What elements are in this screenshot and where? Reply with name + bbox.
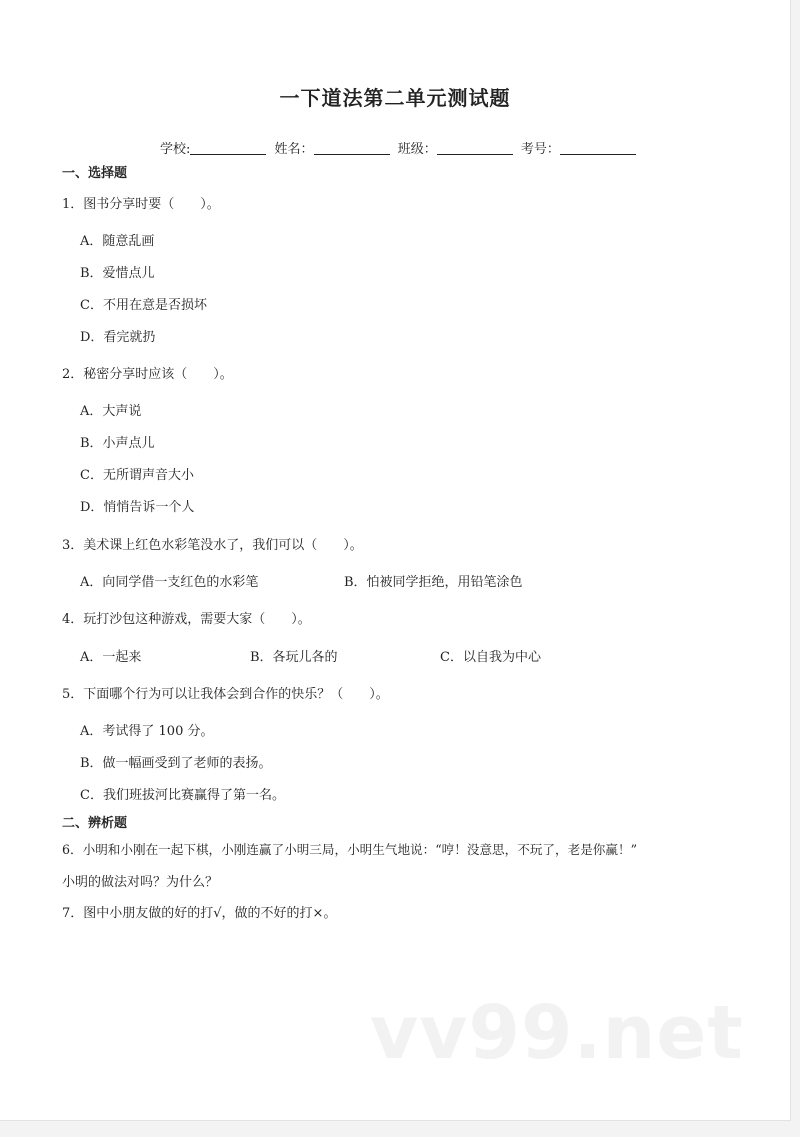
- q2-option-b: B．小声点儿: [80, 436, 155, 451]
- exam-no-label: 考号：: [520, 142, 560, 157]
- q1-option-c: C．不用在意是否损坏: [80, 298, 207, 313]
- exam-no-blank: [560, 142, 636, 155]
- question-5: 5．下面哪个行为可以让我体会到合作的快乐？（ ）。: [62, 687, 389, 702]
- class-blank: [437, 142, 513, 155]
- section-heading-choice: 一、选择题: [62, 166, 128, 181]
- class-label: 班级：: [397, 142, 437, 157]
- q3-option-a: A．向同学借一支红色的水彩笔: [80, 575, 259, 590]
- question-3: 3．美术课上红色水彩笔没水了，我们可以（ ）。: [62, 538, 363, 553]
- q4-option-c: C．以自我为中心: [440, 650, 541, 665]
- q5-option-a: A．考试得了 100 分。: [80, 724, 214, 739]
- name-blank: [314, 142, 390, 155]
- question-6-line-1: 6．小明和小刚在一起下棋，小刚连赢了小明三局，小明生气地说：“哼！没意思，不玩了，老是你赢！”: [62, 842, 638, 857]
- q1-option-a: A．随意乱画: [80, 234, 155, 249]
- q3-option-b: B．怕被同学拒绝，用铅笔涂色: [344, 575, 523, 590]
- q2-option-c: C．无所谓声音大小: [80, 468, 194, 483]
- school-blank: [190, 142, 266, 155]
- question-4: 4．玩打沙包这种游戏，需要大家（ ）。: [62, 612, 311, 627]
- q4-option-b: B．各玩儿各的: [250, 650, 338, 665]
- q5-option-b: B．做一幅画受到了老师的表扬。: [80, 756, 272, 771]
- question-7: 7．图中小朋友做的好的打√，做的不好的打×。: [62, 906, 337, 921]
- school-label: 学校:: [160, 142, 191, 157]
- name-label: 姓名：: [274, 142, 314, 157]
- watermark: vv99.net: [370, 990, 744, 1076]
- q5-option-c: C．我们班拔河比赛赢得了第一名。: [80, 788, 285, 803]
- question-2: 2．秘密分享时应该（ ）。: [62, 367, 233, 382]
- q1-option-d: D．看完就扔: [80, 330, 156, 345]
- q2-option-d: D．悄悄告诉一个人: [80, 500, 195, 515]
- q4-option-a: A．一起来: [80, 650, 142, 665]
- question-1: 1．图书分享时要（ ）。: [62, 197, 220, 212]
- question-6-line-2: 小明的做法对吗？为什么？: [62, 875, 219, 890]
- student-info-line: [160, 138, 640, 157]
- q2-option-a: A．大声说: [80, 404, 142, 419]
- section-heading-analysis: 二、辨析题: [62, 816, 128, 831]
- q1-option-b: B．爱惜点儿: [80, 266, 155, 281]
- page-title: 一下道法第二单元测试题: [279, 86, 511, 110]
